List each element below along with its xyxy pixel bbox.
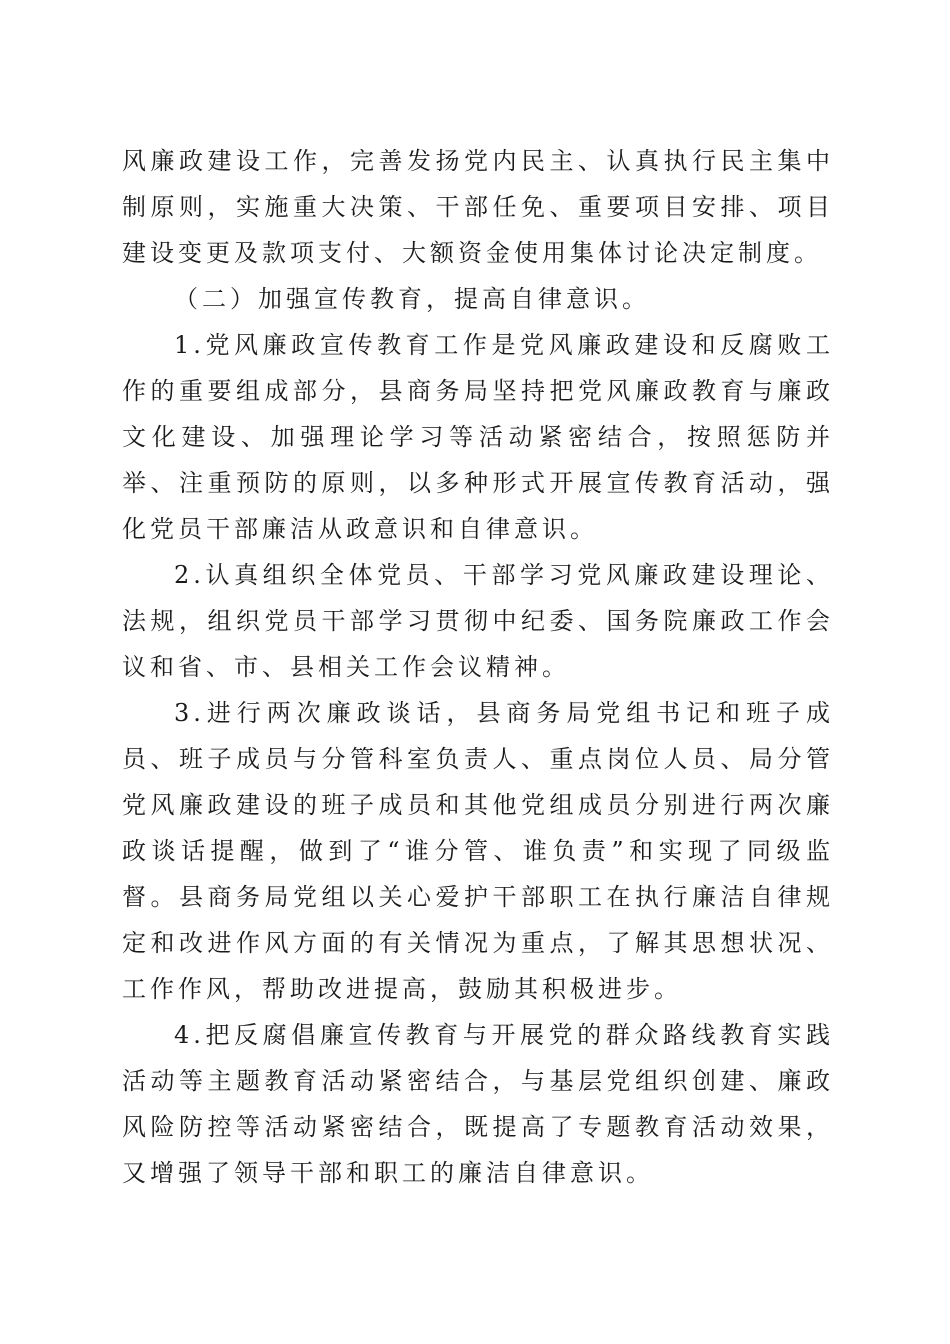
section-heading: （二）加强宣传教育，提高自律意识。	[174, 285, 650, 313]
paragraph-continuation: 风廉政建设工作，完善发扬党内民主、认真执行民主集中制原则，实施重大决策、干部任免、重要项目安排、项目建设变更及款项支付、大额资金使用集体讨论决定制度。	[122, 147, 834, 267]
paragraph-item-3: 3.进行两次廉政谈话，县商务局党组书记和班子成员、班子成员与分管科室负责人、重点岗位人员、局分管党风廉政建设的班子成员和其他党组成员分别进行两次廉政谈话提醒，做到了“谁分管、谁负责”和实现了同级监督。县商务局党组以关心爱护干部职工在执行廉洁自律规定和改进作风方面的有关情况为重点，了解其思想状况、工作作风，帮助改进提高，鼓励其积极进步。	[122, 699, 834, 1003]
document-body	[122, 138, 834, 1196]
paragraph-item-4: 4.把反腐倡廉宣传教育与开展党的群众路线教育实践活动等主题教育活动紧密结合，与基层党组织创建、廉政风险防控等活动紧密结合，既提高了专题教育活动效果，又增强了领导干部和职工的廉洁自律意识。	[122, 1021, 834, 1187]
paragraph-item-1: 1.党风廉政宣传教育工作是党风廉政建设和反腐败工作的重要组成部分，县商务局坚持把党风廉政教育与廉政文化建设、加强理论学习等活动紧密结合，按照惩防并举、注重预防的原则，以多种形式开展宣传教育活动，强化党员干部廉洁从政意识和自律意识。	[122, 331, 834, 543]
paragraph-item-2: 2.认真组织全体党员、干部学习党风廉政建设理论、法规，组织党员干部学习贯彻中纪委、国务院廉政工作会议和省、市、县相关工作会议精神。	[122, 561, 834, 681]
